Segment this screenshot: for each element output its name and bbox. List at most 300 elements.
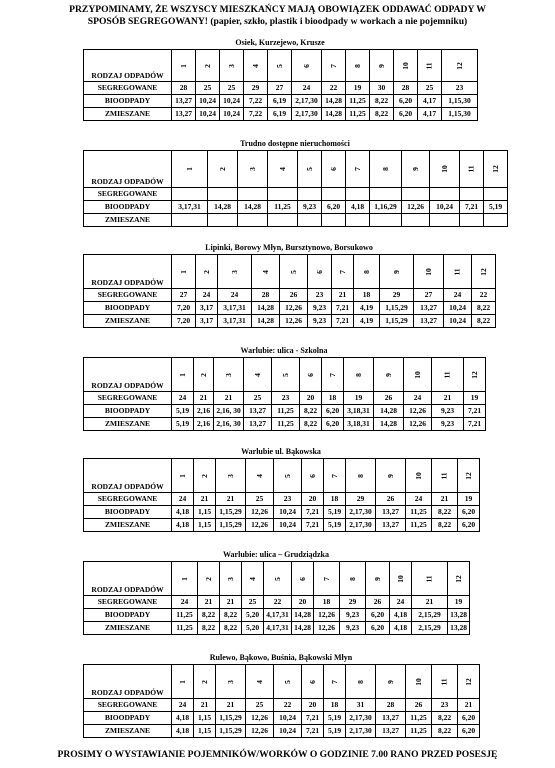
date-cell: 7,20 [172, 315, 196, 328]
month-header: 3 [218, 255, 252, 289]
date-cell: 25 [220, 82, 244, 95]
date-cell: 24 [172, 699, 194, 712]
date-cell: 24 [390, 596, 412, 609]
date-cell: 12,26 [404, 405, 432, 418]
date-cell [430, 214, 460, 227]
date-cell: 1,15,29 [216, 725, 246, 738]
row-label: SEGREGOWANE [84, 392, 172, 405]
date-cell: 6,20 [458, 506, 480, 519]
date-cell: 20 [302, 699, 324, 712]
date-cell: 7,21 [332, 315, 354, 328]
date-cell: 6,20 [394, 108, 418, 121]
schedule-table [83, 150, 508, 227]
date-cell: 31 [346, 699, 376, 712]
date-cell: 1,15,29 [216, 519, 246, 532]
month-header: 1 [172, 562, 198, 596]
month-header: 2 [194, 665, 216, 699]
date-cell: 14,28 [208, 201, 238, 214]
date-cell: 11,25 [346, 108, 370, 121]
date-cell: 25 [246, 699, 274, 712]
date-cell: 21 [220, 596, 242, 609]
date-cell: 13,27 [244, 418, 272, 431]
month-header: 8 [346, 459, 376, 493]
date-cell: 14,28 [374, 418, 404, 431]
date-cell: 28 [172, 82, 196, 95]
month-header: 10 [390, 562, 412, 596]
date-cell [484, 188, 508, 201]
date-cell: 29 [340, 596, 366, 609]
date-cell: 8,22 [220, 609, 242, 622]
date-cell: 25 [244, 392, 272, 405]
date-cell: 5,19 [172, 405, 194, 418]
schedule-table [83, 561, 470, 635]
table-row [84, 609, 470, 622]
date-cell: 7,21 [302, 712, 324, 725]
footer-notice: PROSIMY O WYSTAWIANIE POJEMNIKÓW/WORKÓW O GODZINIE 7.00 RANO PRZED POSESJĘ [57, 749, 498, 760]
month-header: 6 [322, 151, 346, 188]
date-cell: 9,23 [432, 405, 464, 418]
date-cell [208, 188, 238, 201]
date-cell [402, 214, 430, 227]
date-cell: 4,19 [354, 315, 380, 328]
date-cell: 2,17,30 [346, 725, 376, 738]
row-label: BIOODPADY [84, 405, 172, 418]
row-label: SEGREGOWANE [84, 699, 172, 712]
date-cell: 8,22 [300, 405, 322, 418]
date-cell: 11,25 [406, 519, 432, 532]
date-cell: 9,23 [308, 315, 332, 328]
date-cell: 12,26 [246, 725, 274, 738]
date-cell: 13,27 [172, 108, 196, 121]
schedule-table [83, 664, 480, 738]
month-header: 11 [432, 459, 458, 493]
date-cell: 5,19 [324, 519, 346, 532]
table-row [84, 108, 478, 121]
date-cell: 29 [380, 289, 414, 302]
date-cell: 3,17,31 [172, 201, 208, 214]
date-cell: 13,27 [376, 725, 406, 738]
date-cell: 1,15 [194, 712, 216, 725]
date-cell [268, 214, 298, 227]
date-cell: 4,18 [390, 622, 412, 635]
date-cell: 11,25 [272, 418, 300, 431]
month-header: 9 [402, 151, 430, 188]
section-title: Osiek, Kurzejewo, Krusze [235, 38, 325, 47]
date-cell: 14,28 [292, 622, 314, 635]
date-cell [370, 188, 402, 201]
month-header: 8 [344, 358, 374, 392]
date-cell: 2,17,30 [292, 108, 322, 121]
date-cell: 4,18 [390, 609, 412, 622]
date-cell [460, 214, 484, 227]
date-cell [322, 188, 346, 201]
month-header: 6 [302, 665, 324, 699]
month-header: 5 [274, 459, 302, 493]
month-header: 10 [414, 255, 444, 289]
date-cell: 6,20 [458, 712, 480, 725]
month-header: 2 [198, 562, 220, 596]
date-cell: 9,23 [432, 418, 464, 431]
date-cell: 14,28 [252, 315, 280, 328]
date-cell: 8,22 [432, 506, 458, 519]
date-cell: 24 [444, 289, 472, 302]
date-cell: 10,24 [196, 108, 220, 121]
row-label: ZMIESZANE [84, 418, 172, 431]
waste-type-header: RODZAJ ODPADÓW [84, 665, 172, 699]
month-header: 7 [322, 50, 346, 82]
date-cell: 6,20 [322, 405, 344, 418]
date-cell: 4,17 [418, 108, 442, 121]
table-row [84, 699, 480, 712]
date-cell [172, 188, 208, 201]
month-header: 11 [444, 255, 472, 289]
date-cell: 5,20 [242, 622, 264, 635]
date-cell [460, 188, 484, 201]
month-header: 3 [216, 665, 246, 699]
date-cell: 4,17,31 [264, 609, 292, 622]
date-cell: 5,20 [242, 609, 264, 622]
date-cell: 26 [374, 392, 404, 405]
month-header: 9 [370, 50, 394, 82]
date-cell [484, 214, 508, 227]
table-row [84, 392, 486, 405]
date-cell: 10,24 [196, 95, 220, 108]
table-row [84, 214, 508, 227]
date-cell: 4,18 [172, 725, 194, 738]
date-cell: 28 [252, 289, 280, 302]
date-cell: 10,24 [444, 302, 472, 315]
section-title: Rulewo, Bąkowo, Buśnia, Bąkowski Młyn [209, 653, 353, 662]
date-cell: 1,15 [194, 519, 216, 532]
date-cell: 8,22 [472, 315, 496, 328]
date-cell: 13,27 [376, 506, 406, 519]
date-cell: 14,28 [292, 609, 314, 622]
date-cell: 13,27 [376, 712, 406, 725]
date-cell: 8,22 [198, 622, 220, 635]
date-cell: 21 [216, 699, 246, 712]
date-cell: 23 [272, 392, 300, 405]
date-cell: 6,19 [268, 108, 292, 121]
month-header: 1 [172, 255, 196, 289]
row-label: SEGREGOWANE [84, 493, 172, 506]
date-cell: 5,19 [324, 712, 346, 725]
table-row [84, 712, 480, 725]
date-cell: 28 [376, 699, 406, 712]
month-header: 3 [238, 151, 268, 188]
month-header: 4 [244, 50, 268, 82]
month-header: 1 [172, 50, 196, 82]
date-cell: 1,16,29 [370, 201, 402, 214]
date-cell: 1,15 [194, 506, 216, 519]
date-cell: 14,28 [252, 302, 280, 315]
date-cell: 24 [196, 289, 218, 302]
date-cell: 7,22 [244, 108, 268, 121]
month-header: 12 [484, 151, 508, 188]
month-header-row [84, 562, 470, 596]
date-cell: 27 [172, 289, 196, 302]
table-row [84, 596, 470, 609]
date-cell: 7,22 [244, 95, 268, 108]
date-cell: 29 [244, 82, 268, 95]
date-cell: 4,18 [172, 712, 194, 725]
date-cell [402, 188, 430, 201]
date-cell: 9,23 [340, 609, 366, 622]
month-header: 11 [432, 665, 458, 699]
date-cell: 9,23 [340, 622, 366, 635]
month-header: 6 [308, 255, 332, 289]
date-cell: 6,20 [366, 622, 390, 635]
date-cell: 21 [198, 596, 220, 609]
date-cell: 2,17,30 [346, 712, 376, 725]
month-header: 2 [208, 151, 238, 188]
date-cell: 7,20 [172, 302, 196, 315]
date-cell: 6,20 [394, 95, 418, 108]
date-cell: 22 [472, 289, 496, 302]
month-header: 8 [346, 665, 376, 699]
month-header: 4 [242, 562, 264, 596]
table-row [84, 405, 486, 418]
month-header: 12 [442, 50, 478, 82]
section-title: Trudno dostępne nieruchomości [240, 139, 350, 148]
date-cell: 20 [300, 392, 322, 405]
date-cell: 8,22 [432, 725, 458, 738]
date-cell: 6,20 [366, 609, 390, 622]
date-cell: 11,25 [406, 725, 432, 738]
date-cell: 27 [268, 82, 292, 95]
date-cell [346, 214, 370, 227]
date-cell: 2,15,29 [412, 622, 448, 635]
date-cell: 8,22 [300, 418, 322, 431]
date-cell: 4,17 [418, 95, 442, 108]
date-cell: 20 [302, 493, 324, 506]
date-cell: 9,23 [298, 201, 322, 214]
date-cell: 21 [458, 699, 480, 712]
date-cell: 1,15,29 [216, 506, 246, 519]
date-cell: 5,19 [324, 506, 346, 519]
waste-type-header: RODZAJ ODPADÓW [84, 255, 172, 289]
month-header: 12 [472, 255, 496, 289]
date-cell: 12,26 [280, 302, 308, 315]
date-cell: 19 [344, 392, 374, 405]
month-header: 5 [272, 358, 300, 392]
month-header: 7 [324, 459, 346, 493]
date-cell: 8,22 [432, 712, 458, 725]
date-cell: 12,26 [246, 712, 274, 725]
row-label: ZMIESZANE [84, 725, 172, 738]
date-cell: 3,17 [196, 302, 218, 315]
date-cell: 2,16, 30 [214, 418, 244, 431]
date-cell: 8,22 [198, 609, 220, 622]
date-cell: 24 [406, 493, 432, 506]
date-cell [238, 188, 268, 201]
date-cell: 12,26 [402, 201, 430, 214]
date-cell: 24 [172, 392, 194, 405]
month-header: 2 [196, 255, 218, 289]
month-header: 7 [346, 151, 370, 188]
date-cell: 2,15,29 [412, 609, 448, 622]
date-cell: 2,16, 30 [214, 405, 244, 418]
row-label: ZMIESZANE [84, 622, 172, 635]
date-cell: 26 [406, 699, 432, 712]
month-header: 10 [406, 459, 432, 493]
month-header: 12 [464, 358, 486, 392]
date-cell: 24 [172, 493, 194, 506]
month-header: 10 [394, 50, 418, 82]
date-cell: 20 [292, 596, 314, 609]
date-cell: 10,24 [274, 712, 302, 725]
month-header: 2 [194, 459, 216, 493]
schedule-table [83, 357, 486, 431]
row-label: SEGREGOWANE [84, 188, 172, 201]
month-header-row [84, 665, 480, 699]
month-header: 6 [292, 50, 322, 82]
date-cell: 7,21 [464, 418, 486, 431]
date-cell: 18 [322, 392, 344, 405]
table-row [84, 725, 480, 738]
table-row [84, 201, 508, 214]
date-cell: 28 [394, 82, 418, 95]
month-header: 1 [172, 151, 208, 188]
date-cell: 3,17 [196, 315, 218, 328]
month-header: 3 [214, 358, 244, 392]
month-header: 5 [298, 151, 322, 188]
month-header: 8 [346, 50, 370, 82]
month-header: 11 [412, 562, 448, 596]
date-cell: 4,18 [346, 201, 370, 214]
date-cell: 3,17,31 [218, 315, 252, 328]
month-header-row [84, 151, 508, 188]
table-row [84, 315, 496, 328]
date-cell: 1,15 [194, 725, 216, 738]
date-cell: 12,26 [280, 315, 308, 328]
date-cell: 10,24 [444, 315, 472, 328]
row-label: SEGREGOWANE [84, 82, 172, 95]
date-cell: 9,23 [308, 302, 332, 315]
section-title: Warlubie ul. Bąkowska [241, 447, 321, 456]
date-cell: 18 [324, 493, 346, 506]
date-cell: 1,15,30 [442, 95, 478, 108]
date-cell: 1,15,29 [380, 302, 414, 315]
date-cell: 13,28 [448, 622, 470, 635]
month-header: 1 [172, 358, 194, 392]
date-cell: 8,22 [472, 302, 496, 315]
date-cell: 19 [346, 82, 370, 95]
month-header: 4 [246, 665, 274, 699]
date-cell: 6,20 [322, 201, 346, 214]
month-header: 7 [314, 562, 340, 596]
date-cell [268, 188, 298, 201]
date-cell: 3,17,31 [218, 302, 252, 315]
date-cell: 26 [366, 596, 390, 609]
date-cell: 25 [418, 82, 442, 95]
month-header: 3 [220, 562, 242, 596]
month-header: 8 [354, 255, 380, 289]
date-cell [208, 214, 238, 227]
month-header: 7 [324, 665, 346, 699]
date-cell: 2,17,30 [346, 519, 376, 532]
waste-type-header: RODZAJ ODPADÓW [84, 50, 172, 82]
date-cell: 21 [194, 493, 216, 506]
date-cell: 5,19 [172, 418, 194, 431]
month-header: 9 [376, 459, 406, 493]
month-header: 11 [432, 358, 464, 392]
date-cell: 1,15,30 [442, 108, 478, 121]
date-cell: 4,18 [172, 519, 194, 532]
date-cell: 21 [194, 699, 216, 712]
row-label: SEGREGOWANE [84, 596, 172, 609]
date-cell: 23 [274, 493, 302, 506]
month-header: 4 [244, 358, 272, 392]
row-label: BIOODPADY [84, 95, 172, 108]
date-cell: 8,22 [370, 108, 394, 121]
date-cell: 5,19 [484, 201, 508, 214]
date-cell: 11,25 [172, 622, 198, 635]
schedule-table [83, 49, 478, 121]
schedule-table [83, 458, 480, 532]
date-cell: 12,26 [404, 418, 432, 431]
row-label: BIOODPADY [84, 506, 172, 519]
date-cell: 8,22 [220, 622, 242, 635]
date-cell: 14,28 [322, 108, 346, 121]
date-cell: 22 [322, 82, 346, 95]
date-cell: 4,18 [172, 506, 194, 519]
table-row [84, 302, 496, 315]
date-cell: 11,25 [346, 95, 370, 108]
date-cell: 10,24 [220, 95, 244, 108]
month-header: 2 [194, 358, 214, 392]
month-header: 7 [332, 255, 354, 289]
month-header: 10 [404, 358, 432, 392]
month-header: 4 [268, 151, 298, 188]
date-cell: 13,27 [376, 519, 406, 532]
month-header: 9 [374, 358, 404, 392]
date-cell: 24 [292, 82, 322, 95]
table-row [84, 289, 496, 302]
month-header: 6 [292, 562, 314, 596]
date-cell: 11,25 [406, 712, 432, 725]
date-cell: 10,24 [220, 108, 244, 121]
date-cell: 11,25 [268, 201, 298, 214]
month-header: 9 [380, 255, 414, 289]
notice-line-2: SPOSÓB SEGREGOWANY! (papier, szkło, plastik i bioodpady w workach a nie pojemniku) [87, 16, 468, 27]
date-cell: 1,15,29 [380, 315, 414, 328]
date-cell: 2,17,30 [292, 95, 322, 108]
month-header: 5 [264, 562, 292, 596]
date-cell [298, 214, 322, 227]
month-header: 5 [274, 665, 302, 699]
month-header: 10 [406, 665, 432, 699]
month-header: 12 [458, 665, 480, 699]
date-cell: 1,15,29 [216, 712, 246, 725]
month-header: 1 [172, 665, 194, 699]
date-cell: 19 [464, 392, 486, 405]
date-cell: 21 [214, 392, 244, 405]
date-cell: 2,17,30 [346, 506, 376, 519]
date-cell: 6,19 [268, 95, 292, 108]
date-cell: 5,19 [324, 725, 346, 738]
date-cell: 21 [216, 493, 246, 506]
date-cell: 6,20 [458, 725, 480, 738]
date-cell: 10,24 [274, 519, 302, 532]
date-cell: 12,26 [314, 622, 340, 635]
date-cell: 8,22 [370, 95, 394, 108]
month-header: 12 [448, 562, 470, 596]
date-cell: 21 [432, 493, 458, 506]
table-row [84, 82, 478, 95]
schedule-table [83, 254, 496, 328]
date-cell [346, 188, 370, 201]
table-row [84, 418, 486, 431]
